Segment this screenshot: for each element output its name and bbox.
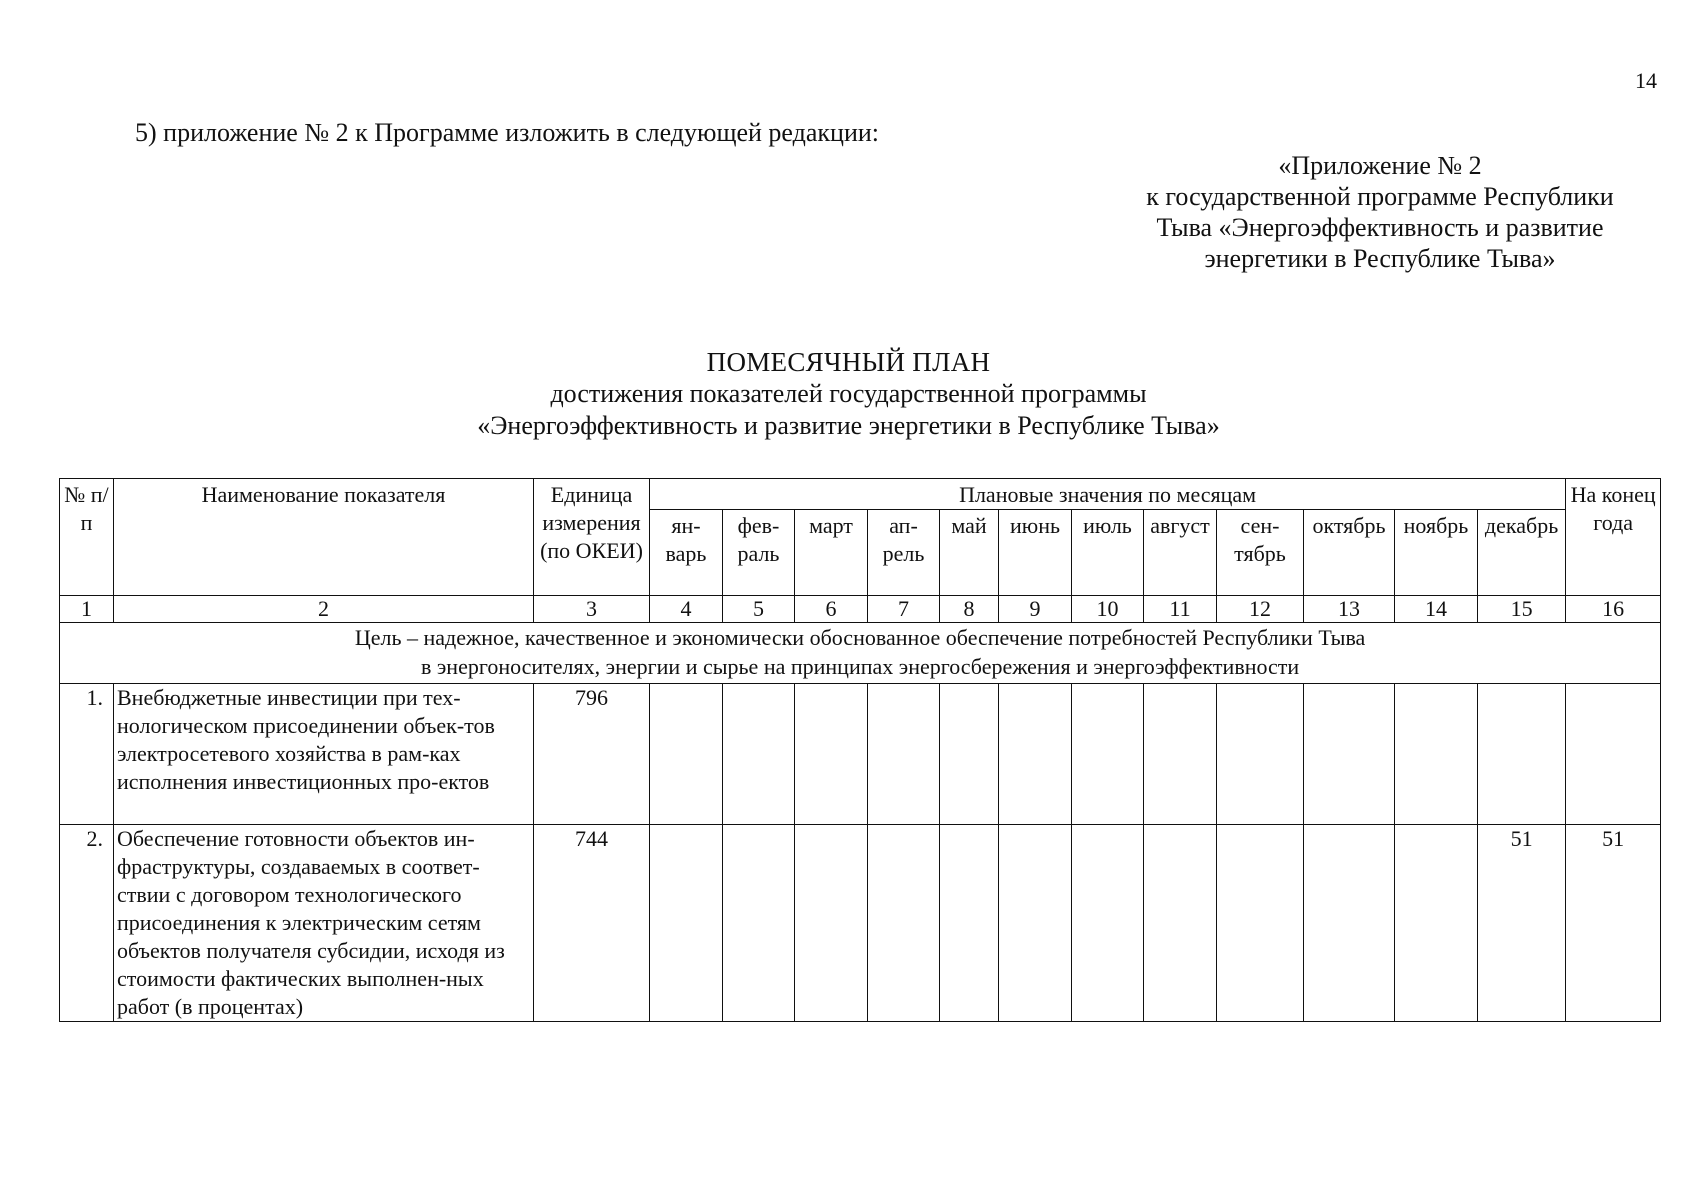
column-number: 16 bbox=[1566, 596, 1661, 623]
month-value bbox=[1395, 825, 1478, 1022]
appendix-ref-line-3: Тыва «Энергоэффективность и развитие bbox=[1156, 213, 1604, 242]
header-month: июнь bbox=[999, 510, 1072, 596]
row-number: 2. bbox=[60, 825, 114, 1022]
month-value bbox=[723, 684, 795, 825]
table-row bbox=[60, 684, 1661, 825]
appendix-ref-line-1: «Приложение № 2 bbox=[1278, 151, 1482, 180]
unit-code: 796 bbox=[534, 684, 650, 825]
appendix-reference bbox=[1090, 150, 1670, 274]
column-number: 1 bbox=[60, 596, 114, 623]
appendix-ref-line-2: к государственной программе Республики bbox=[1146, 182, 1614, 211]
month-value bbox=[868, 684, 940, 825]
goal-cell bbox=[60, 623, 1661, 684]
title-line-3: «Энергоэффективность и развитие энергетики в Республике Тыва» bbox=[477, 411, 1220, 440]
indicator-name: Обеспечение готовности объектов ин-фраструктуры, создаваемых в соответ-ствии с договором технологического присоединения к электрическим сетям объектов получателя субсидии, исходя из стоимости фактических выполнен-ных работ (в процентах) bbox=[114, 825, 534, 1022]
title-main: ПОМЕСЯЧНЫЙ ПЛАН bbox=[706, 347, 991, 377]
month-value bbox=[940, 684, 999, 825]
header-month: ян-варь bbox=[650, 510, 723, 596]
column-number: 2 bbox=[114, 596, 534, 623]
indicator-name: Внебюджетные инвестиции при тех-нологическом присоединении объек-тов электросетевого хозяйства в рам-ках исполнения инвестиционных про-ектов bbox=[114, 684, 534, 825]
column-number: 13 bbox=[1304, 596, 1395, 623]
month-value bbox=[940, 825, 999, 1022]
month-value bbox=[650, 684, 723, 825]
month-value bbox=[1217, 825, 1304, 1022]
header-unit: Единица измерения (по ОКЕИ) bbox=[534, 479, 650, 596]
header-month: март bbox=[795, 510, 868, 596]
month-value bbox=[1072, 825, 1144, 1022]
header-name: Наименование показателя bbox=[114, 479, 534, 596]
column-number: 4 bbox=[650, 596, 723, 623]
header-month: май bbox=[940, 510, 999, 596]
column-number: 15 bbox=[1478, 596, 1566, 623]
header-month: август bbox=[1144, 510, 1217, 596]
header-month: июль bbox=[1072, 510, 1144, 596]
month-value bbox=[1304, 825, 1395, 1022]
header-month: ноябрь bbox=[1395, 510, 1478, 596]
column-number: 12 bbox=[1217, 596, 1304, 623]
month-value bbox=[1395, 684, 1478, 825]
header-month: декабрь bbox=[1478, 510, 1566, 596]
month-value bbox=[1304, 684, 1395, 825]
column-number: 5 bbox=[723, 596, 795, 623]
month-value bbox=[999, 825, 1072, 1022]
month-value bbox=[723, 825, 795, 1022]
year-end-value: 51 bbox=[1566, 825, 1661, 1022]
column-number: 7 bbox=[868, 596, 940, 623]
unit-code: 744 bbox=[534, 825, 650, 1022]
month-value bbox=[1144, 684, 1217, 825]
column-number: 8 bbox=[940, 596, 999, 623]
year-end-value bbox=[1566, 684, 1661, 825]
header-month: фев-раль bbox=[723, 510, 795, 596]
month-value bbox=[1144, 825, 1217, 1022]
month-value bbox=[1072, 684, 1144, 825]
table-row bbox=[60, 825, 1661, 1022]
column-number: 3 bbox=[534, 596, 650, 623]
month-value bbox=[868, 825, 940, 1022]
header-month: октябрь bbox=[1304, 510, 1395, 596]
month-value bbox=[1478, 684, 1566, 825]
header-month: ап-рель bbox=[868, 510, 940, 596]
month-value bbox=[650, 825, 723, 1022]
row-number: 1. bbox=[60, 684, 114, 825]
goal-row bbox=[60, 623, 1661, 684]
column-number: 10 bbox=[1072, 596, 1144, 623]
header-year-end: На конец года bbox=[1566, 479, 1661, 596]
column-number-row bbox=[60, 596, 1661, 623]
column-number: 6 bbox=[795, 596, 868, 623]
document-title bbox=[0, 346, 1697, 442]
month-value: 51 bbox=[1478, 825, 1566, 1022]
month-value bbox=[795, 684, 868, 825]
column-number: 14 bbox=[1395, 596, 1478, 623]
column-number: 9 bbox=[999, 596, 1072, 623]
header-num: № п/п bbox=[60, 479, 114, 596]
month-value bbox=[795, 825, 868, 1022]
month-value bbox=[999, 684, 1072, 825]
appendix-ref-line-4: энергетики в Республике Тыва» bbox=[1204, 244, 1556, 273]
header-planned-values: Плановые значения по месяцам bbox=[650, 479, 1566, 510]
monthly-plan-table bbox=[59, 478, 1661, 1022]
header-month: сен-тябрь bbox=[1217, 510, 1304, 596]
column-number: 11 bbox=[1144, 596, 1217, 623]
goal-line-2: в энергоносителях, энергии и сырье на принципах энергосбережения и энергоэффективности bbox=[420, 654, 1300, 679]
page-number: 14 bbox=[1635, 68, 1657, 93]
intro-text: 5) приложение № 2 к Программе изложить в следующей редакции: bbox=[135, 118, 879, 147]
goal-line-1: Цель – надежное, качественное и экономически обоснованное обеспечение потребностей Республики Тыва bbox=[354, 625, 1366, 650]
title-line-2: достижения показателей государственной программы bbox=[550, 379, 1147, 408]
month-value bbox=[1217, 684, 1304, 825]
